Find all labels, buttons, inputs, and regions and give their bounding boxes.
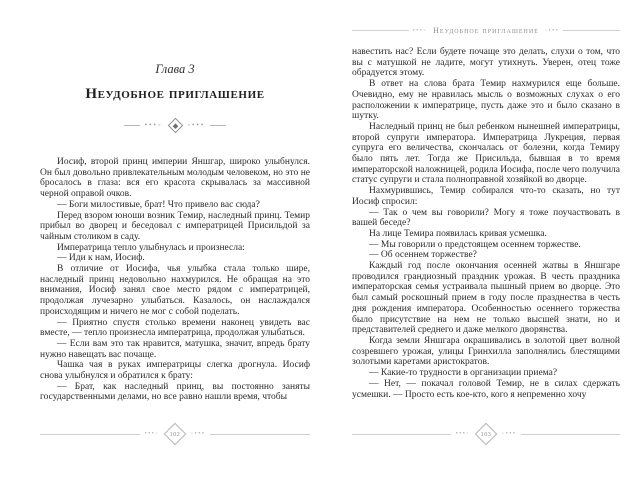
paragraph: — Брат, как наследный принц, вы постоянно заняты государственными делами, но все равно нашли время, чтобы (40, 381, 310, 403)
paragraph: — Так о чем вы говорили? Могу я тоже поучаствовать в вашей беседе? (352, 207, 620, 229)
footer-dots: ◦••• (502, 431, 517, 437)
right-page-footer (352, 426, 620, 442)
footer-rule (210, 434, 310, 435)
footer-rule (521, 434, 620, 435)
footer-dots: •••◦ (144, 431, 159, 437)
paragraph: — Об осеннем торжестве? (369, 250, 477, 261)
footer-rule (352, 434, 451, 435)
paragraph: В ответ на слова брата Темир нахмурился еще больше. Очевидно, ему не нравилась мысль о возможных слухах о его расположении к императрице, пусть даже это и было сказано в шутку. (352, 79, 620, 122)
ornament-dash (210, 125, 226, 126)
paragraph: Нахмурившись, Темир собирался что-то сказать, но тут Иосиф спросил: (352, 186, 620, 207)
chapter-number: Глава 3 (155, 62, 195, 76)
running-header-title: Неудобное приглашение (433, 26, 539, 35)
right-page-body (352, 47, 620, 400)
page-number-diamond-icon (475, 423, 498, 446)
running-header (352, 26, 620, 35)
paragraph: навестить нас? Если будете почаще это делать, слухи о том, что вы с матушкой не ладите, могут утихнуть. Уверен, отец тоже обрадуется этому. (352, 47, 620, 79)
diamond-inner (172, 123, 178, 129)
paragraph: Каждый год после окончания осенней жатвы в Яншгаре проводился грандиозный праздник урожая. В честь праздника императорская семья устраивала пышный прием во дворце. Это был самый роскошный прием в году после празднества в честь дня рождения императора. Особенностью осеннего торжества было присутствие на нем не только высшей знати, но и представителей среднего и даже мелкого дворянства. (352, 261, 620, 336)
paragraph: — Если вам это так нравится, матушка, значит, впредь брату нужно навещать вас почаще. (40, 338, 310, 360)
header-dots: •••◦ (412, 27, 428, 34)
paragraph: — Приятно спустя столько времени наконец увидеть вас вместе, — тепло произнесла императрица, продолжая улыбаться. (40, 317, 310, 339)
paragraph: — Нет, — покачал головой Темир, не в силах сдержать усмешки. — Просто есть кое-кто, кого я непременно хочу (352, 378, 620, 400)
diamond-icon (167, 118, 183, 134)
page-number: 102 (169, 430, 181, 438)
paragraph: Перед взором юноши возник Темир, наследный принц. Темир прибыл во дворец и беседовал с императрицей Присильдой за чайным столиком в саду. (40, 210, 310, 242)
header-rule (352, 30, 409, 31)
left-page-footer (40, 426, 310, 442)
paragraph: Чашка чая в руках императрицы слегка дрогнула. Иосиф снова улыбнулся и обратился к брату: (40, 360, 310, 382)
paragraph: Наследный принц не был ребенком нынешней императрицы, второй супруги императора. Императрица Лукреция, первая супруга его величества, скончалась от болезни, когда Темиру было пять лет. Тогда же Присильда, бывшая в то время императорской наложницей, родила Иосифа, после чего получила статус супруги и стала полноправной хозяйкой во дворце. (352, 121, 620, 186)
ornament-dash (124, 125, 140, 126)
paragraph: В отличие от Иосифа, чья улыбка стала только шире, наследный принц недовольно нахмурился. Не обращая на это внимания, Иосиф занял свое место рядом с императрицей, продолжая лучезарно улыбаться. Казалось, он наслаждался происходящим и ничего не мог с собой поделать. (40, 264, 310, 317)
footer-dots: ◦••• (191, 431, 206, 437)
paragraph: — Мы говорили о предстоящем осеннем торжестве. (369, 239, 581, 250)
paragraph: — Какие-то трудности в организации приема? (369, 368, 558, 379)
paragraph: Императрица тепло улыбнулась и произнесла: (57, 242, 245, 253)
page-right (320, 0, 640, 480)
chapter-head (40, 62, 310, 131)
chapter-title: Неудобное приглашение (85, 86, 265, 102)
ornament-dots: ◦••• (187, 121, 206, 129)
paragraph: — Боги милостивые, брат! Что привело вас сюда? (57, 199, 260, 210)
chapter-ornament (40, 120, 310, 131)
footer-dots: •••◦ (455, 431, 470, 437)
paragraph: На лице Темира появилась кривая усмешка. (369, 228, 547, 239)
header-dots: ◦••• (544, 27, 560, 34)
ornament-dots: •••◦ (144, 121, 163, 129)
left-page-body (40, 157, 310, 403)
paragraph: — Иди к нам, Иосиф. (57, 253, 145, 264)
page-number: 103 (480, 430, 492, 438)
paragraph: Иосиф, второй принц империи Яншгар, широко улыбнулся. Он был довольно привлекательным молодым человеком, но это не бросалось в глаза: вся его красота скрывалась за массивной черной оправой очков. (40, 157, 310, 200)
footer-rule (40, 434, 140, 435)
header-rule (563, 30, 620, 31)
paragraph: Когда земли Яншгара окрашивались в золотой цвет волной созревшего урожая, улицы Гринхилла заполнялись блестящими золотыми каретами аристократов. (352, 335, 620, 368)
page-number-diamond-icon (164, 423, 187, 446)
